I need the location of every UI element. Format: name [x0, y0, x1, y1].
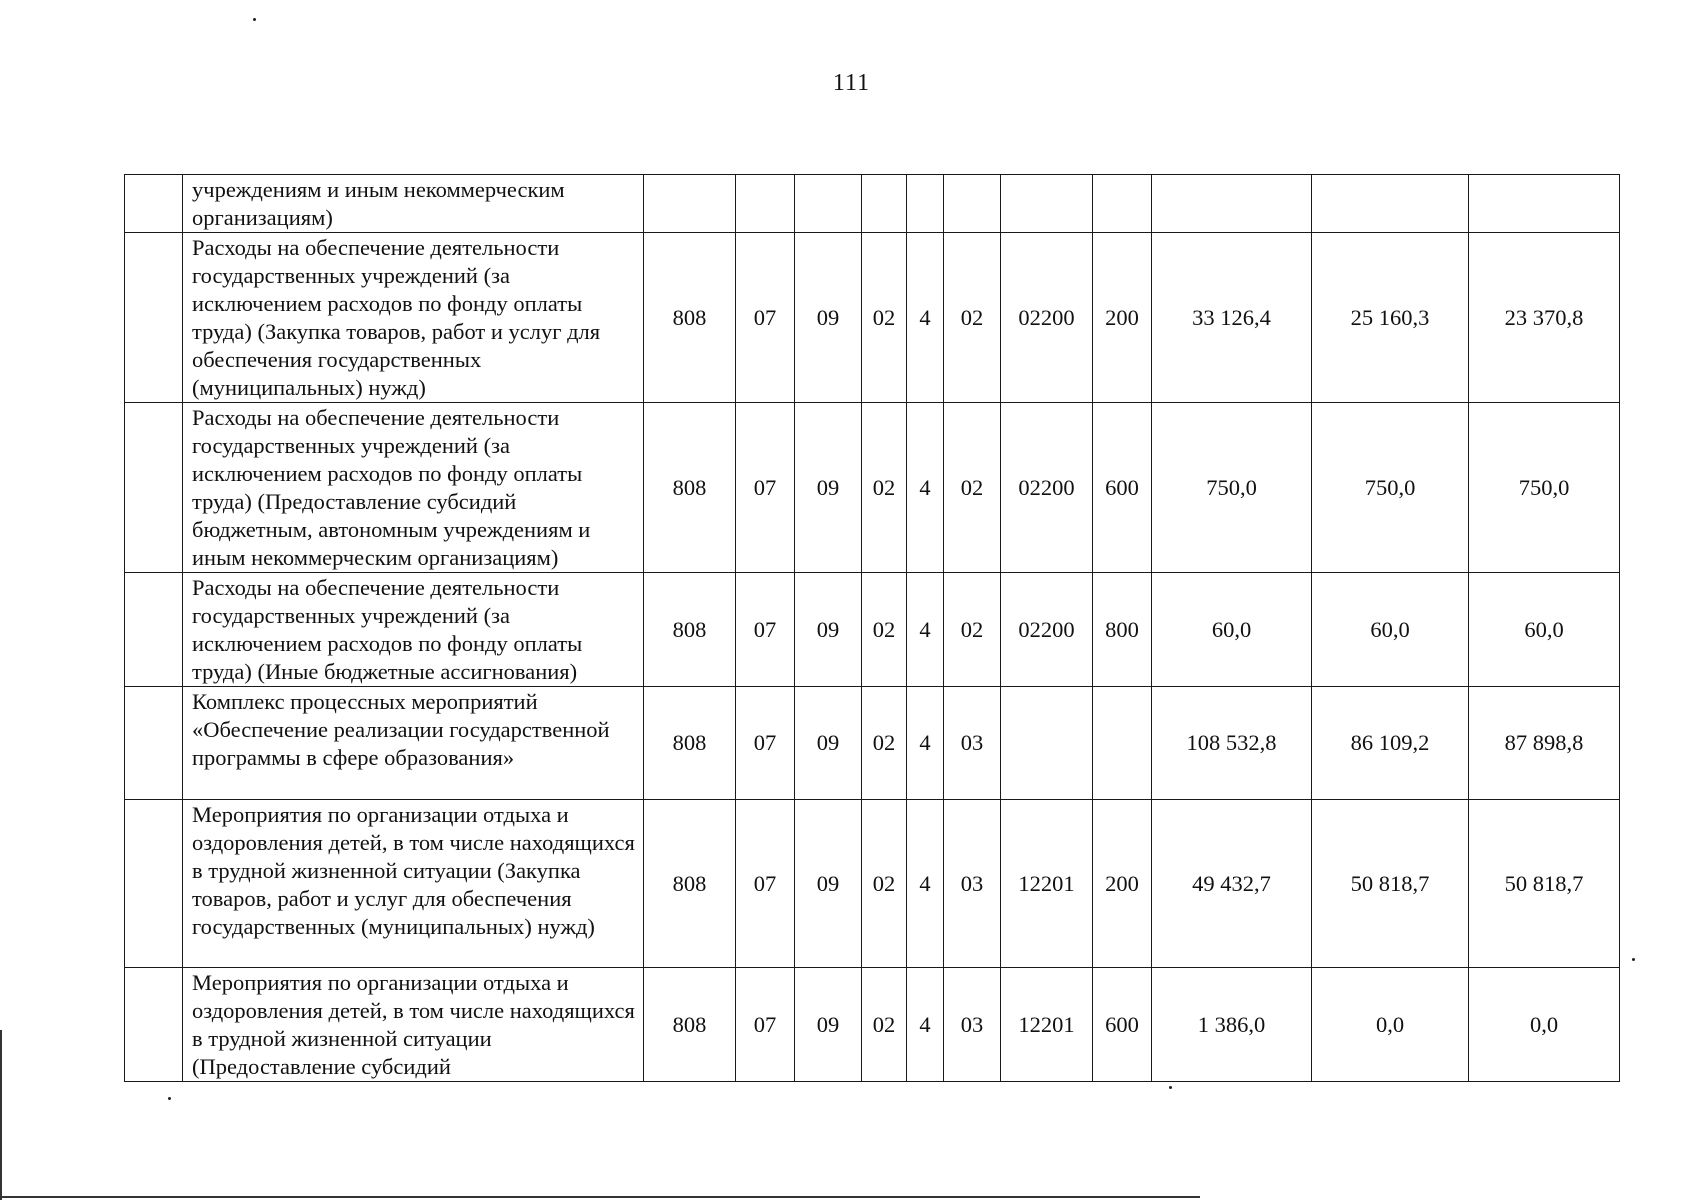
description-cell: Расходы на обеспечение деятельности государственных учреждений (за исключением расходов по фонду оплаты труда) (Закупка товаров, работ и услуг для обеспечения государственных (муниципальных) нужд): [183, 233, 644, 403]
expense-type-cell: [1093, 687, 1152, 800]
year3-amount-cell: 23 370,8: [1469, 233, 1620, 403]
main-event-cell: 02: [944, 233, 1001, 403]
razdel-cell: 07: [736, 403, 795, 573]
year3-amount-cell: 60,0: [1469, 573, 1620, 687]
podrazdel-cell: 09: [795, 800, 862, 968]
table-row: [125, 175, 1620, 233]
year1-amount-cell: 60,0: [1152, 573, 1312, 687]
program-cell: 02: [862, 233, 907, 403]
razdel-cell: 07: [736, 573, 795, 687]
program-cell: 02: [862, 403, 907, 573]
direction-cell: 12201: [1001, 800, 1093, 968]
year2-amount-cell: 0,0: [1312, 968, 1469, 1082]
year1-amount-cell: 33 126,4: [1152, 233, 1312, 403]
direction-cell: 02200: [1001, 403, 1093, 573]
grbs-cell: 808: [644, 968, 736, 1082]
podrazdel-cell: 09: [795, 403, 862, 573]
year2-amount-cell: 750,0: [1312, 403, 1469, 573]
year1-amount-cell: 750,0: [1152, 403, 1312, 573]
year1-amount-cell: 108 532,8: [1152, 687, 1312, 800]
program-cell: 02: [862, 800, 907, 968]
razdel-cell: 07: [736, 233, 795, 403]
row-number-cell: [125, 403, 183, 573]
main-event-cell: 02: [944, 573, 1001, 687]
razdel-cell: 07: [736, 687, 795, 800]
razdel-cell: 07: [736, 800, 795, 968]
expense-type-cell: [1093, 175, 1152, 233]
subprogram-cell: 4: [907, 403, 944, 573]
year3-amount-cell: 50 818,7: [1469, 800, 1620, 968]
description-cell: Комплекс процессных мероприятий «Обеспечение реализации государственной программы в сфере образования»: [183, 687, 644, 800]
podrazdel-cell: 09: [795, 233, 862, 403]
grbs-cell: 808: [644, 800, 736, 968]
table-row: [125, 800, 1620, 968]
year3-amount-cell: 0,0: [1469, 968, 1620, 1082]
scan-edge-line: [0, 1196, 1200, 1198]
year1-amount-cell: 49 432,7: [1152, 800, 1312, 968]
year2-amount-cell: 86 109,2: [1312, 687, 1469, 800]
scan-speck: [168, 1097, 171, 1100]
subprogram-cell: 4: [907, 800, 944, 968]
description-cell: Мероприятия по организации отдыха и оздоровления детей, в том числе находящихся в трудной жизненной ситуации (Предоставление субсидий: [183, 968, 644, 1082]
grbs-cell: 808: [644, 573, 736, 687]
razdel-cell: [736, 175, 795, 233]
direction-cell: [1001, 175, 1093, 233]
grbs-cell: 808: [644, 233, 736, 403]
scan-speck: [253, 18, 256, 21]
scan-speck: [1632, 958, 1635, 961]
razdel-cell: 07: [736, 968, 795, 1082]
expense-type-cell: 600: [1093, 403, 1152, 573]
description-cell: Расходы на обеспечение деятельности государственных учреждений (за исключением расходов по фонду оплаты труда) (Иные бюджетные ассигнования): [183, 573, 644, 687]
table-row: [125, 968, 1620, 1082]
table-row: [125, 573, 1620, 687]
scan-speck: [1169, 1086, 1172, 1089]
subprogram-cell: 4: [907, 968, 944, 1082]
subprogram-cell: 4: [907, 687, 944, 800]
subprogram-cell: 4: [907, 233, 944, 403]
description-cell: Мероприятия по организации отдыха и оздоровления детей, в том числе находящихся в трудной жизненной ситуации (Закупка товаров, работ и услуг для обеспечения государственных (муниципальных) нужд): [183, 800, 644, 968]
description-cell: учреждениям и иным некоммерческим организациям): [183, 175, 644, 233]
podrazdel-cell: 09: [795, 573, 862, 687]
expense-type-cell: 200: [1093, 233, 1152, 403]
expense-type-cell: 800: [1093, 573, 1152, 687]
year3-amount-cell: [1469, 175, 1620, 233]
scan-edge-line: [0, 1030, 2, 1200]
program-cell: 02: [862, 573, 907, 687]
row-number-cell: [125, 687, 183, 800]
year2-amount-cell: 50 818,7: [1312, 800, 1469, 968]
main-event-cell: 03: [944, 800, 1001, 968]
year3-amount-cell: 87 898,8: [1469, 687, 1620, 800]
direction-cell: 02200: [1001, 233, 1093, 403]
podrazdel-cell: 09: [795, 968, 862, 1082]
main-event-cell: 03: [944, 687, 1001, 800]
main-event-cell: [944, 175, 1001, 233]
subprogram-cell: [907, 175, 944, 233]
budget-table: [124, 174, 1620, 1082]
subprogram-cell: 4: [907, 573, 944, 687]
program-cell: [862, 175, 907, 233]
row-number-cell: [125, 175, 183, 233]
expense-type-cell: 600: [1093, 968, 1152, 1082]
description-cell: Расходы на обеспечение деятельности государственных учреждений (за исключением расходов по фонду оплаты труда) (Предоставление субсидий бюджетным, автономным учреждениям и иным некоммерческим организациям): [183, 403, 644, 573]
row-number-cell: [125, 573, 183, 687]
program-cell: 02: [862, 968, 907, 1082]
year2-amount-cell: [1312, 175, 1469, 233]
grbs-cell: [644, 175, 736, 233]
podrazdel-cell: 09: [795, 687, 862, 800]
table-row: [125, 403, 1620, 573]
row-number-cell: [125, 968, 183, 1082]
row-number-cell: [125, 233, 183, 403]
row-number-cell: [125, 800, 183, 968]
grbs-cell: 808: [644, 687, 736, 800]
year1-amount-cell: 1 386,0: [1152, 968, 1312, 1082]
year3-amount-cell: 750,0: [1469, 403, 1620, 573]
direction-cell: [1001, 687, 1093, 800]
main-event-cell: 02: [944, 403, 1001, 573]
main-event-cell: 03: [944, 968, 1001, 1082]
year1-amount-cell: [1152, 175, 1312, 233]
grbs-cell: 808: [644, 403, 736, 573]
podrazdel-cell: [795, 175, 862, 233]
program-cell: 02: [862, 687, 907, 800]
page-number: 111: [832, 70, 871, 96]
table-row: [125, 687, 1620, 800]
expense-type-cell: 200: [1093, 800, 1152, 968]
year2-amount-cell: 25 160,3: [1312, 233, 1469, 403]
year2-amount-cell: 60,0: [1312, 573, 1469, 687]
direction-cell: 12201: [1001, 968, 1093, 1082]
direction-cell: 02200: [1001, 573, 1093, 687]
table-row: [125, 233, 1620, 403]
